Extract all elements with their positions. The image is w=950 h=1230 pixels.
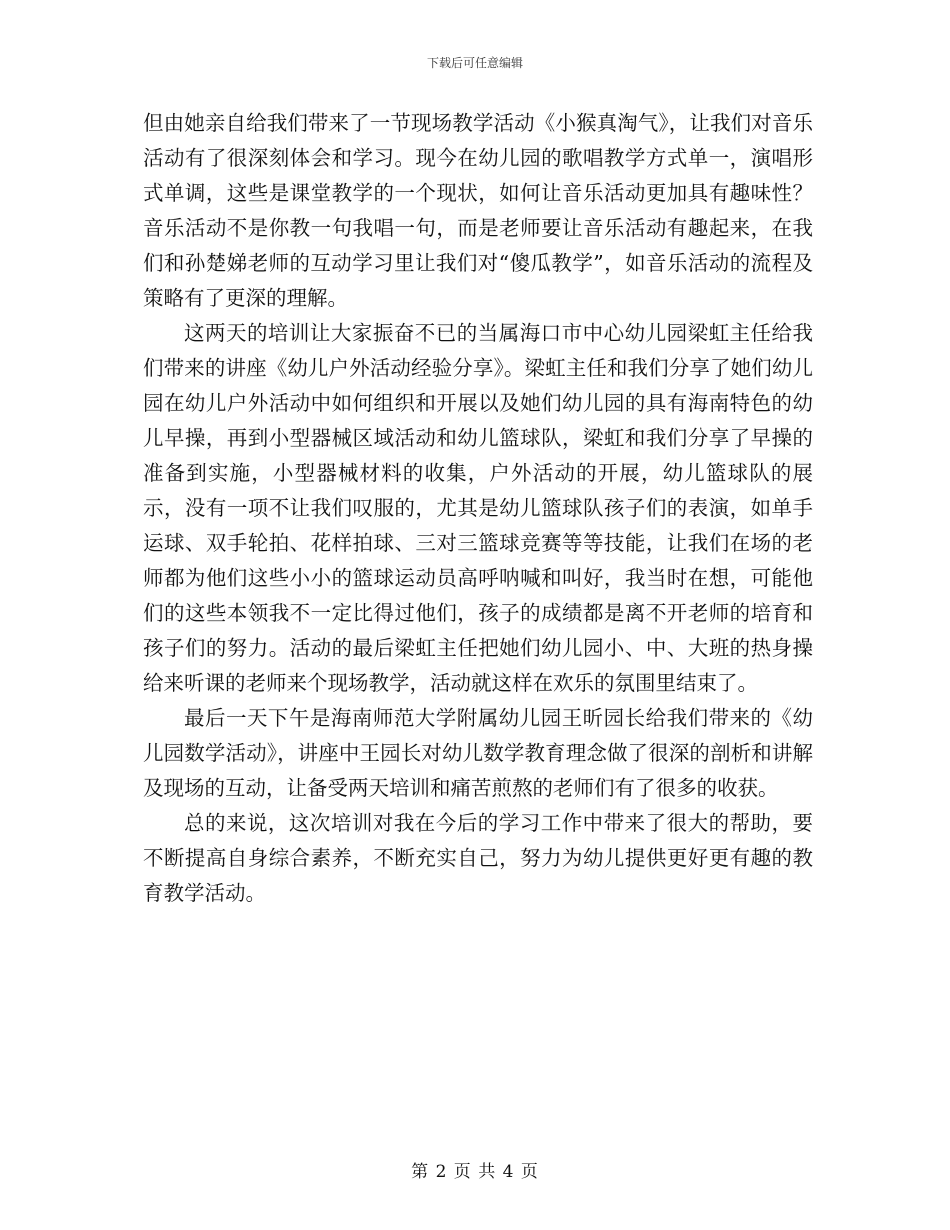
paragraph-continued: 但由她亲自给我们带来了一节现场教学活动《小猴真淘气》，让我们对音乐活动有了很深刻体会和学习。现今在幼儿园的歌唱教学方式单一，演唱形式单调，这些是课堂教学的一个现状，如何让音乐活动更加具有趣味性？音乐活动不是你教一句我唱一句，而是老师要让音乐活动有趣起来，在我们和孙楚娣老师的互动学习里让我们对“傻瓜教学”，如音乐活动的流程及策略有了更深的理解。 (143, 111, 813, 310)
paragraph-summary: 总的来说，这次培训对我在今后的学习工作中带来了很大的帮助，要不断提高自身综合素养，不断充实自己，努力为幼儿提供更好更有趣的教育教学活动。 (143, 811, 813, 905)
page-footer: 第 2 页 共 4 页 (411, 1162, 539, 1182)
paragraph-math-activities: 最后一天下午是海南师范大学附属幼儿园王昕园长给我们带来的《幼儿园数学活动》，讲座中王园长对幼儿数学教育理念做了很深的剖析和讲解及现场的互动，让备受两天培训和痛苦煎熬的老师们有了很多的收获。 (143, 706, 813, 800)
paragraph-outdoor-activities: 这两天的培训让大家振奋不已的当属海口市中心幼儿园梁虹主任给我们带来的讲座《幼儿户外活动经验分享》。梁虹主任和我们分享了她们幼儿园在幼儿户外活动中如何组织和开展以及她们幼儿园的具有海南特色的幼儿早操，再到小型器械区域活动和幼儿篮球队，梁虹和我们分享了早操的准备到实施，小型器械材料的收集，户外活动的开展，幼儿篮球队的展示，没有一项不让我们叹服的，尤其是幼儿篮球队孩子们的表演，如单手运球、双手轮拍、花样拍球、三对三篮球竞赛等等技能，让我们在场的老师都为他们这些小小的篮球运动员高呼呐喊和叫好，我当时在想，可能他们的这些本领我不一定比得过他们，孩子的成绩都是离不开老师的培育和孩子们的努力。活动的最后梁虹主任把她们幼儿园小、中、大班的热身操给来听课的老师来个现场教学，活动就这样在欢乐的氛围里结束了。 (143, 321, 813, 695)
page-header: 下载后可任意编辑 (426, 56, 523, 70)
document-body (143, 106, 813, 911)
